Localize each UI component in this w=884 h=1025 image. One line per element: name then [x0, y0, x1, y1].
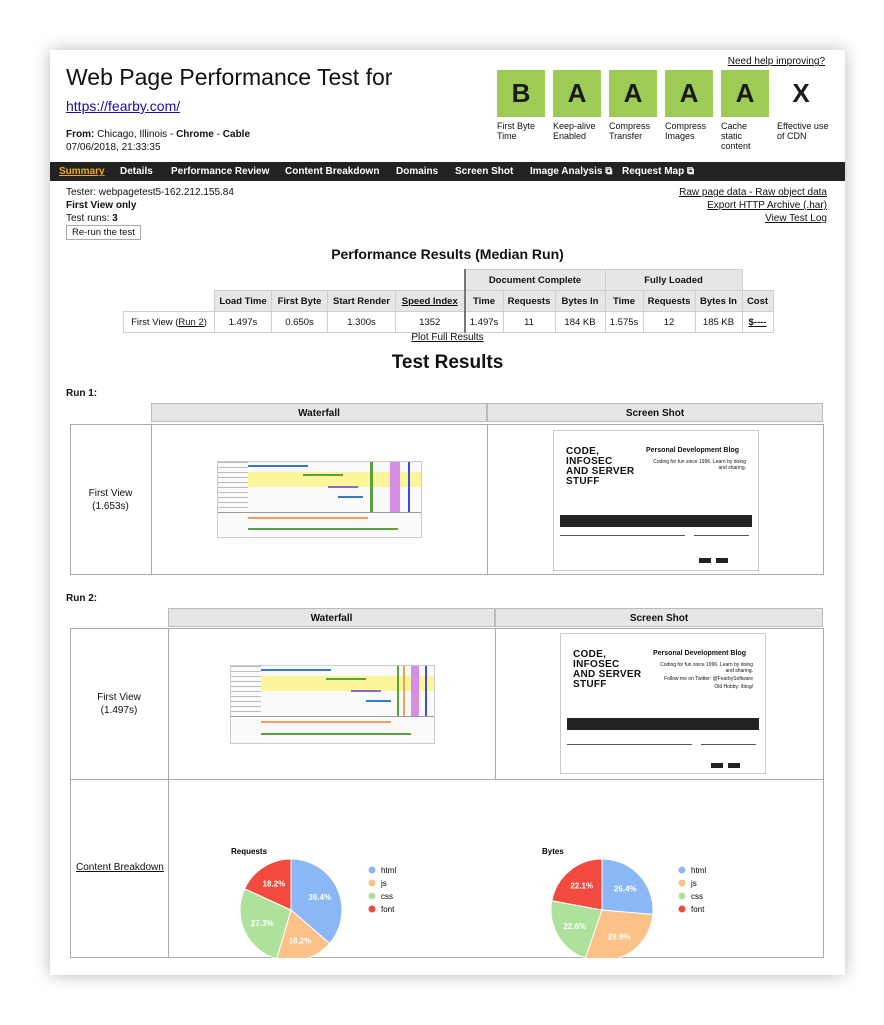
- pie-slice-label: 18.2%: [288, 936, 312, 946]
- grade-label: Compress Images: [665, 121, 707, 141]
- grade-label: First Byte Time: [497, 121, 536, 141]
- pie-slice-label: 28.9%: [607, 932, 631, 942]
- pie-title-requests: Requests: [231, 847, 268, 856]
- grade-label: Cache static content: [721, 121, 751, 151]
- col-full-bytes: Bytes In: [695, 291, 742, 312]
- test-runs-count: 3: [112, 213, 118, 224]
- tab-screen-shot[interactable]: Screen Shot: [455, 166, 514, 177]
- full-time-value: 1.575s: [605, 312, 643, 333]
- load-time-value: 1.497s: [215, 312, 272, 333]
- run-2-waterfall-thumbnail[interactable]: [230, 665, 435, 744]
- pie-slice-label: 22.1%: [570, 881, 594, 891]
- col-load-time: Load Time: [215, 291, 272, 312]
- need-help-link[interactable]: Need help improving?: [727, 56, 825, 67]
- tab-summary[interactable]: Summary: [59, 166, 105, 177]
- run-2-label: Run 2:: [66, 593, 98, 604]
- grade-label: Compress Transfer: [609, 121, 651, 141]
- tab-details[interactable]: Details: [120, 166, 153, 177]
- legend-label-html: html: [691, 866, 707, 875]
- run-1-waterfall-thumbnail[interactable]: [217, 461, 422, 538]
- col-doc-requests: Requests: [503, 291, 555, 312]
- col-doc-time: Time: [465, 291, 504, 312]
- export-har-link[interactable]: Export HTTP Archive (.har): [707, 200, 827, 211]
- site-title: CODE, INFOSEC AND SERVER STUFF: [566, 446, 635, 487]
- tab-content-breakdown[interactable]: Content Breakdown: [285, 166, 380, 177]
- plot-full-results-link[interactable]: Plot Full Results: [411, 332, 484, 343]
- main-nav: [50, 162, 845, 181]
- pie-slice-label: 27.3%: [250, 919, 274, 929]
- page-title: Web Page Performance Test for: [66, 64, 393, 90]
- doc-bytes-value: 184 KB: [555, 312, 605, 333]
- raw-page-data-link[interactable]: Raw page data: [679, 187, 747, 198]
- tab-image-analysis[interactable]: Image Analysis ⧉: [530, 166, 613, 177]
- run-2-time: (1.497s): [100, 705, 138, 716]
- first-byte-value: 0.650s: [272, 312, 328, 333]
- screenshot-header: Screen Shot: [495, 608, 823, 627]
- screenshot-header: Screen Shot: [487, 403, 823, 422]
- legend-swatch: [369, 867, 376, 874]
- grade-label: Effective use of CDN: [777, 121, 829, 141]
- rerun-button[interactable]: Re-run the test: [66, 225, 141, 240]
- cost-link[interactable]: $----: [742, 312, 773, 333]
- speed-index-value: 1352: [396, 312, 465, 333]
- run-2-screenshot-thumbnail[interactable]: CODE, INFOSEC AND SERVER STUFF Personal Development Blog Coding for fun since 1996. Learn by doing and sharing. Follow me on Twitter: @FearbySoftware Old Hobby: /blog/: [560, 633, 766, 774]
- grade-compress-images[interactable]: A: [665, 70, 713, 117]
- pie-slice-label: 36.4%: [308, 892, 332, 902]
- legend-swatch: [369, 880, 376, 887]
- legend-label-html: html: [381, 866, 397, 875]
- blog-title: Personal Development Blog: [653, 650, 746, 657]
- legend-swatch: [369, 906, 376, 913]
- legend-label-css: css: [381, 892, 393, 901]
- col-first-byte: First Byte: [272, 291, 328, 312]
- results-page: [50, 50, 845, 975]
- legend-swatch: [679, 867, 686, 874]
- grade-label: Keep-alive Enabled: [553, 121, 596, 141]
- grade-first-byte[interactable]: B: [497, 70, 545, 117]
- test-location-info: From: Chicago, Illinois - Chrome - Cable 07/06/2018, 21:33:35: [66, 129, 251, 153]
- connection-type: Cable: [222, 129, 251, 140]
- pie-title-bytes: Bytes: [542, 847, 564, 856]
- doc-time-value: 1.497s: [465, 312, 504, 333]
- grade-compress-transfer[interactable]: A: [609, 70, 657, 117]
- first-view-only: First View only: [66, 200, 137, 211]
- export-links: Raw page data - Raw object data Export HTTP Archive (.har) View Test Log: [679, 187, 827, 224]
- from-location: Chicago, Illinois: [97, 129, 168, 140]
- pie-slice-label: 26.4%: [613, 884, 637, 894]
- tester-name: Tester: webpagetest5-162.212.155.84: [66, 187, 234, 198]
- site-title: CODE, INFOSEC AND SERVER STUFF: [573, 649, 642, 690]
- tab-performance-review[interactable]: Performance Review: [171, 166, 270, 177]
- start-render-value: 1.300s: [328, 312, 396, 333]
- performance-table: [123, 269, 774, 333]
- legend-label-css: css: [691, 892, 703, 901]
- performance-results-title: Performance Results (Median Run): [331, 246, 564, 262]
- grade-keep-alive[interactable]: A: [553, 70, 601, 117]
- doc-requests-value: 11: [503, 312, 555, 333]
- legend-label-font: font: [381, 905, 395, 914]
- pie-slice-label: 22.6%: [563, 921, 587, 931]
- col-full-requests: Requests: [643, 291, 695, 312]
- run-1-first-view[interactable]: First View (1.653s): [70, 487, 151, 513]
- tab-request-map[interactable]: Request Map ⧉: [622, 166, 695, 177]
- run-1-label: Run 1:: [66, 388, 98, 399]
- legend-swatch: [679, 906, 686, 913]
- tested-url-link[interactable]: https://fearby.com/: [66, 98, 181, 114]
- legend-swatch: [369, 893, 376, 900]
- waterfall-header: Waterfall: [168, 608, 495, 627]
- full-bytes-value: 185 KB: [695, 312, 742, 333]
- browser-name: Chrome: [176, 129, 214, 140]
- content-breakdown-charts: [169, 780, 823, 958]
- content-breakdown-link[interactable]: Content Breakdown: [76, 862, 164, 873]
- legend-swatch: [679, 893, 686, 900]
- col-speed-index[interactable]: Speed Index: [396, 291, 465, 312]
- test-datetime: 07/06/2018, 21:33:35: [66, 142, 161, 153]
- col-start-render: Start Render: [328, 291, 396, 312]
- run-2-first-view[interactable]: First View (1.497s): [70, 691, 168, 717]
- row-label: First View (Run 2): [124, 312, 215, 333]
- grade-cdn[interactable]: X: [792, 78, 810, 108]
- tester-info: Tester: webpagetest5-162.212.155.84 First View only Test runs: 3: [66, 187, 234, 224]
- col-cost: Cost: [742, 291, 773, 312]
- pie-slice-label: 18.2%: [262, 879, 286, 889]
- run-1-screenshot-thumbnail[interactable]: CODE, INFOSEC AND SERVER STUFF Personal Development Blog Coding for fun since 1996. Learn by doing and sharing.: [553, 430, 759, 571]
- test-results-title: Test Results: [391, 352, 504, 373]
- col-full-time: Time: [605, 291, 643, 312]
- legend-label-js: js: [691, 879, 697, 888]
- fully-loaded-header: Fully Loaded: [605, 270, 742, 291]
- from-label: From:: [66, 129, 95, 140]
- grade-cache-static[interactable]: A: [721, 70, 769, 117]
- waterfall-header: Waterfall: [151, 403, 487, 422]
- blog-title: Personal Development Blog: [646, 447, 739, 454]
- tab-domains[interactable]: Domains: [396, 166, 439, 177]
- legend-label-font: font: [691, 905, 705, 914]
- raw-object-data-link[interactable]: Raw object data: [755, 187, 827, 198]
- document-complete-header: Document Complete: [465, 270, 606, 291]
- run-1-time: (1.653s): [92, 501, 129, 512]
- legend-label-js: js: [381, 879, 387, 888]
- run-2-link[interactable]: Run 2: [178, 316, 204, 328]
- view-test-log-link[interactable]: View Test Log: [765, 213, 827, 224]
- legend-swatch: [679, 880, 686, 887]
- col-doc-bytes: Bytes In: [555, 291, 605, 312]
- full-requests-value: 12: [643, 312, 695, 333]
